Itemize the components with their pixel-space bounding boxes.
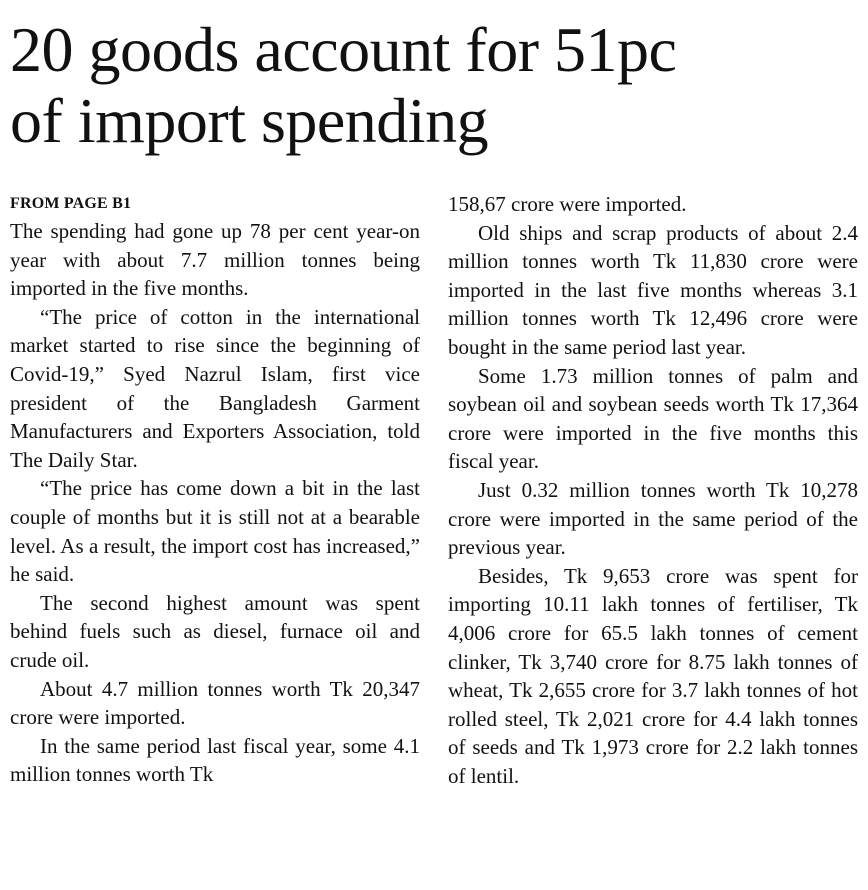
paragraph: About 4.7 million tonnes worth Tk 20,347 crore were imported. [10, 676, 420, 730]
left-column [10, 190, 420, 789]
headline-line-2: of import spending [10, 85, 489, 156]
paragraph: The second highest amount was spent behind fuels such as diesel, furnace oil and crude oil. [10, 590, 420, 672]
paragraph: “The price of cotton in the international market started to rise since the beginning of Covid-19,” Syed Nazrul Islam, first vice president of the Bangladesh Garment Manufacturers and Exporters Association, told The Daily Star. [10, 304, 420, 472]
paragraph: Some 1.73 million tonnes of palm and soybean oil and soybean seeds worth Tk 17,364 crore were imported in the five months this fiscal year. [448, 363, 858, 474]
dateline: FROM PAGE B1 [10, 195, 132, 212]
paragraph: Just 0.32 million tonnes worth Tk 10,278 crore were imported in the same period of the previous year. [448, 477, 858, 560]
paragraph: Old ships and scrap products of about 2.4 million tonnes worth Tk 11,830 crore were imported in the last five months whereas 3.1 million tonnes worth Tk 12,496 crore were bought in the same period last year. [448, 220, 858, 359]
paragraph: “The price has come down a bit in the last couple of months but it is still not at a bearable level. As a result, the import cost has increased,” he said. [10, 476, 420, 587]
right-column [448, 190, 858, 790]
paragraph: 158,67 crore were imported. [448, 192, 687, 216]
article-headline [10, 14, 676, 156]
headline-line-1: 20 goods account for 51pc [10, 14, 677, 85]
paragraph: Besides, Tk 9,653 crore was spent for importing 10.11 lakh tonnes of fertiliser, Tk 4,006 crore for 65.5 lakh tonnes of cement clinker, Tk 3,740 crore for 8.75 lakh tonnes of wheat, Tk 2,655 crore for 3.7 lakh tonnes of hot rolled steel, Tk 2,021 crore for 4.4 lakh tonnes of seeds and Tk 1,973 crore for 2.2 lakh tonnes of lentil. [448, 563, 858, 788]
paragraph: In the same period last fiscal year, some 4.1 million tonnes worth Tk [10, 733, 420, 787]
paragraph: The spending had gone up 78 per cent year-on year with about 7.7 million tonnes being imported in the five months. [10, 219, 420, 301]
